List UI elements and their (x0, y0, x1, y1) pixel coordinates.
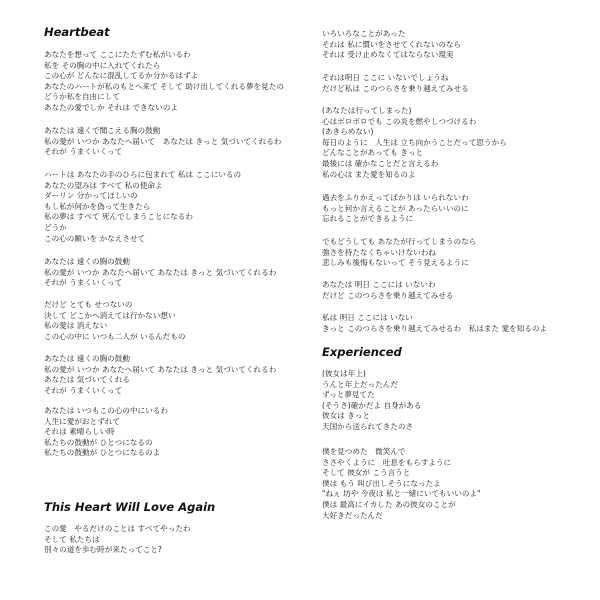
lyric-line: 彼女は きっと (322, 411, 370, 421)
lyric-line: きっと このつらさを乗り越えてみせるわ 私はまた 愛を知るのよ (322, 323, 548, 333)
lyric-line: この心が どんなに混乱してるか分かるはずよ (44, 71, 199, 81)
lyric-line: 心はボロボロでも この炎を燃やしつづけるわ (322, 116, 477, 126)
lyric-line: 毎日のように 人生は 立ち向かうことだって思うから (322, 137, 507, 147)
lyric-line: 私を その胸の中に入れてくれたら (44, 60, 161, 70)
lyric-line: 天国から送られてきたのさ (322, 421, 414, 431)
lyric-line: 私の愛は 消えない (44, 321, 108, 331)
heartbeat-stanza-3 (44, 170, 306, 244)
lyric-line: この愛 やるだけのことは すべてやったわ (44, 524, 191, 533)
lyric-line: もし私が何かを偽って生きたら (44, 201, 151, 211)
lyric-line: "ねぇ 坊や 今夜は 私と一緒にいてもいいのよ" (322, 489, 481, 499)
lyric-line: ハートは あなたの手のひらに包まれて 私は ここにいるの (44, 170, 242, 179)
lyric-line: この心の願いを かなえさせて (44, 233, 146, 243)
lyric-line: いろいろなことがあった (322, 29, 406, 38)
lyric-line: 最後には 確かなことだと言えるわ (322, 158, 439, 168)
lyric-line: (そうさ)確かだよ 自身がある (322, 400, 422, 410)
this-heart-continued-stanza-3 (322, 106, 584, 180)
this-heart-continued-stanza-1 (322, 29, 584, 61)
lyric-line: それは 私に慣いをさせてくれないのなら (322, 39, 462, 49)
lyric-line: それが うまくいくって (44, 385, 123, 395)
lyric-line: あなたの愛でしか それは できないのよ (44, 102, 178, 112)
lyric-line: 決して どこかへ消えては行かない想い (44, 310, 176, 320)
lyric-line: 忘れることができるように (322, 214, 414, 224)
lyric-line: どうか (44, 222, 67, 232)
lyric-line: この心の中に いつも二人が いるんだもの (44, 331, 186, 341)
lyric-line: ずっと夢見てた (322, 390, 375, 400)
lyric-line: うんと年上だったんだ (322, 379, 398, 389)
lyric-line: そして 私たちは (44, 534, 100, 544)
song-title-experienced: Experienced (322, 345, 402, 359)
heartbeat-stanza-5 (44, 300, 306, 342)
lyric-line: でもどうしても あなたが行ってしまうのなら (322, 237, 477, 246)
lyric-line: それは 受け止めなくてはならない現実 (322, 50, 454, 60)
lyric-line: 私の愛が いつか あなたへ届いて あなたは きっと 気づいてくれるわ (44, 267, 277, 277)
experienced-stanza-2 (322, 447, 584, 521)
lyric-line: 悲しみも後悔もないって そう見えるように (322, 258, 469, 268)
lyric-line: ささやくように 吐息をもらすように (322, 457, 452, 467)
lyric-line: あなたを想って ここにたたずむ私がいるわ (44, 50, 191, 59)
lyric-line: 私の心は また愛を知るのよ (322, 169, 416, 179)
lyric-line: 私の愛が いつか あなたへ届いて あなたは きっと 気づいてくれるわ (44, 136, 282, 146)
lyric-line: 僕は もう 叫び出しそうになったよ (322, 478, 441, 488)
lyric-line: 私は 明日 ここには いない (322, 313, 413, 322)
lyric-line: それは明日 ここに いないでしょうね (322, 73, 449, 82)
lyric-line: もっと何か言えることが あったらいいのに (322, 203, 469, 213)
lyric-line: 私の愛が いつか あなたへ届いて あなたは きっと 気づいてくれるわ (44, 364, 277, 374)
lyric-line: 別々の道を歩む時が来たってこと? (44, 545, 162, 555)
lyric-line: あなたの望みは すべて 私の使命よ (44, 180, 163, 190)
this-heart-stanza-1 (44, 524, 306, 556)
lyric-line: 私たちの鼓動が ひとつになるの (44, 437, 153, 447)
heartbeat-stanza-4 (44, 257, 306, 289)
lyric-line: だけど私は このつらさを乗り越えてみせる (322, 83, 469, 93)
lyric-line: 僕を見つめた 微笑んで (322, 447, 406, 456)
lyric-line: ダーリン 分かってほしいの (44, 191, 138, 201)
this-heart-continued-stanza-7 (322, 313, 584, 334)
this-heart-continued-stanza-4 (322, 193, 584, 225)
lyric-line: あなたは 遠くの胸の鼓動 (44, 354, 130, 363)
lyric-line: どうか私を自由にして (44, 92, 120, 102)
lyric-line: だけど このつらさを乗り越えてみせる (322, 290, 454, 300)
lyric-line: 強さを持たなくちゃいけないわね (322, 247, 436, 257)
song-title-heartbeat: Heartbeat (44, 25, 110, 39)
lyric-line: あなたは 遠くで聞こえる胸の鼓動 (44, 126, 161, 135)
experienced-stanza-1 (322, 369, 584, 433)
lyric-line: (彼女は年上) (322, 369, 366, 378)
this-heart-continued-stanza-5 (322, 237, 584, 269)
this-heart-continued-stanza-2 (322, 73, 584, 94)
lyric-line: あなたは 遠くの胸の鼓動 (44, 257, 130, 266)
lyric-line: 私の夢は すべて 死んでしまうことになるわ (44, 212, 193, 222)
lyric-line: どんなことがあっても きっと (322, 148, 424, 158)
lyric-line: それが うまくいくって (44, 278, 123, 288)
heartbeat-stanza-7 (44, 406, 306, 459)
lyric-line: 大好きだったんだ (322, 510, 383, 520)
lyric-line: あなたのハートが私のもとへ来て そして 助け出してくれる夢を見たの (44, 81, 284, 91)
lyric-line: だけど とても せつないの (44, 300, 133, 309)
this-heart-continued-stanza-6 (322, 280, 584, 301)
song-title-this-heart-will-love-again: This Heart Will Love Again (44, 500, 216, 514)
lyric-line: 過去をふりかえってばかりは いられないわ (322, 193, 469, 202)
lyric-line: (あきらめない) (322, 127, 374, 137)
heartbeat-stanza-6 (44, 354, 306, 396)
lyric-line: あなたは 明日 ここには いないわ (322, 280, 436, 289)
lyric-line: それは 素晴らしい時 (44, 427, 115, 437)
lyric-line: 私たちの鼓動が ひとつになるのよ (44, 448, 161, 458)
lyric-line: あなたは いつもこの心の中にいるわ (44, 406, 168, 415)
heartbeat-stanza-1 (44, 50, 306, 114)
lyric-line: それが うまくいくって (44, 147, 123, 157)
heartbeat-stanza-2 (44, 126, 306, 158)
lyric-line: (あなたは行ってしまった) (322, 106, 412, 115)
lyric-line: そして 彼女が こう言うと (322, 468, 411, 478)
lyric-line: 僕は 最高にイカした あの彼女のことが (322, 499, 456, 509)
lyric-line: あなたは 気づいてくれる (44, 375, 130, 385)
lyric-line: 人生に愛がおとずれて (44, 416, 120, 426)
